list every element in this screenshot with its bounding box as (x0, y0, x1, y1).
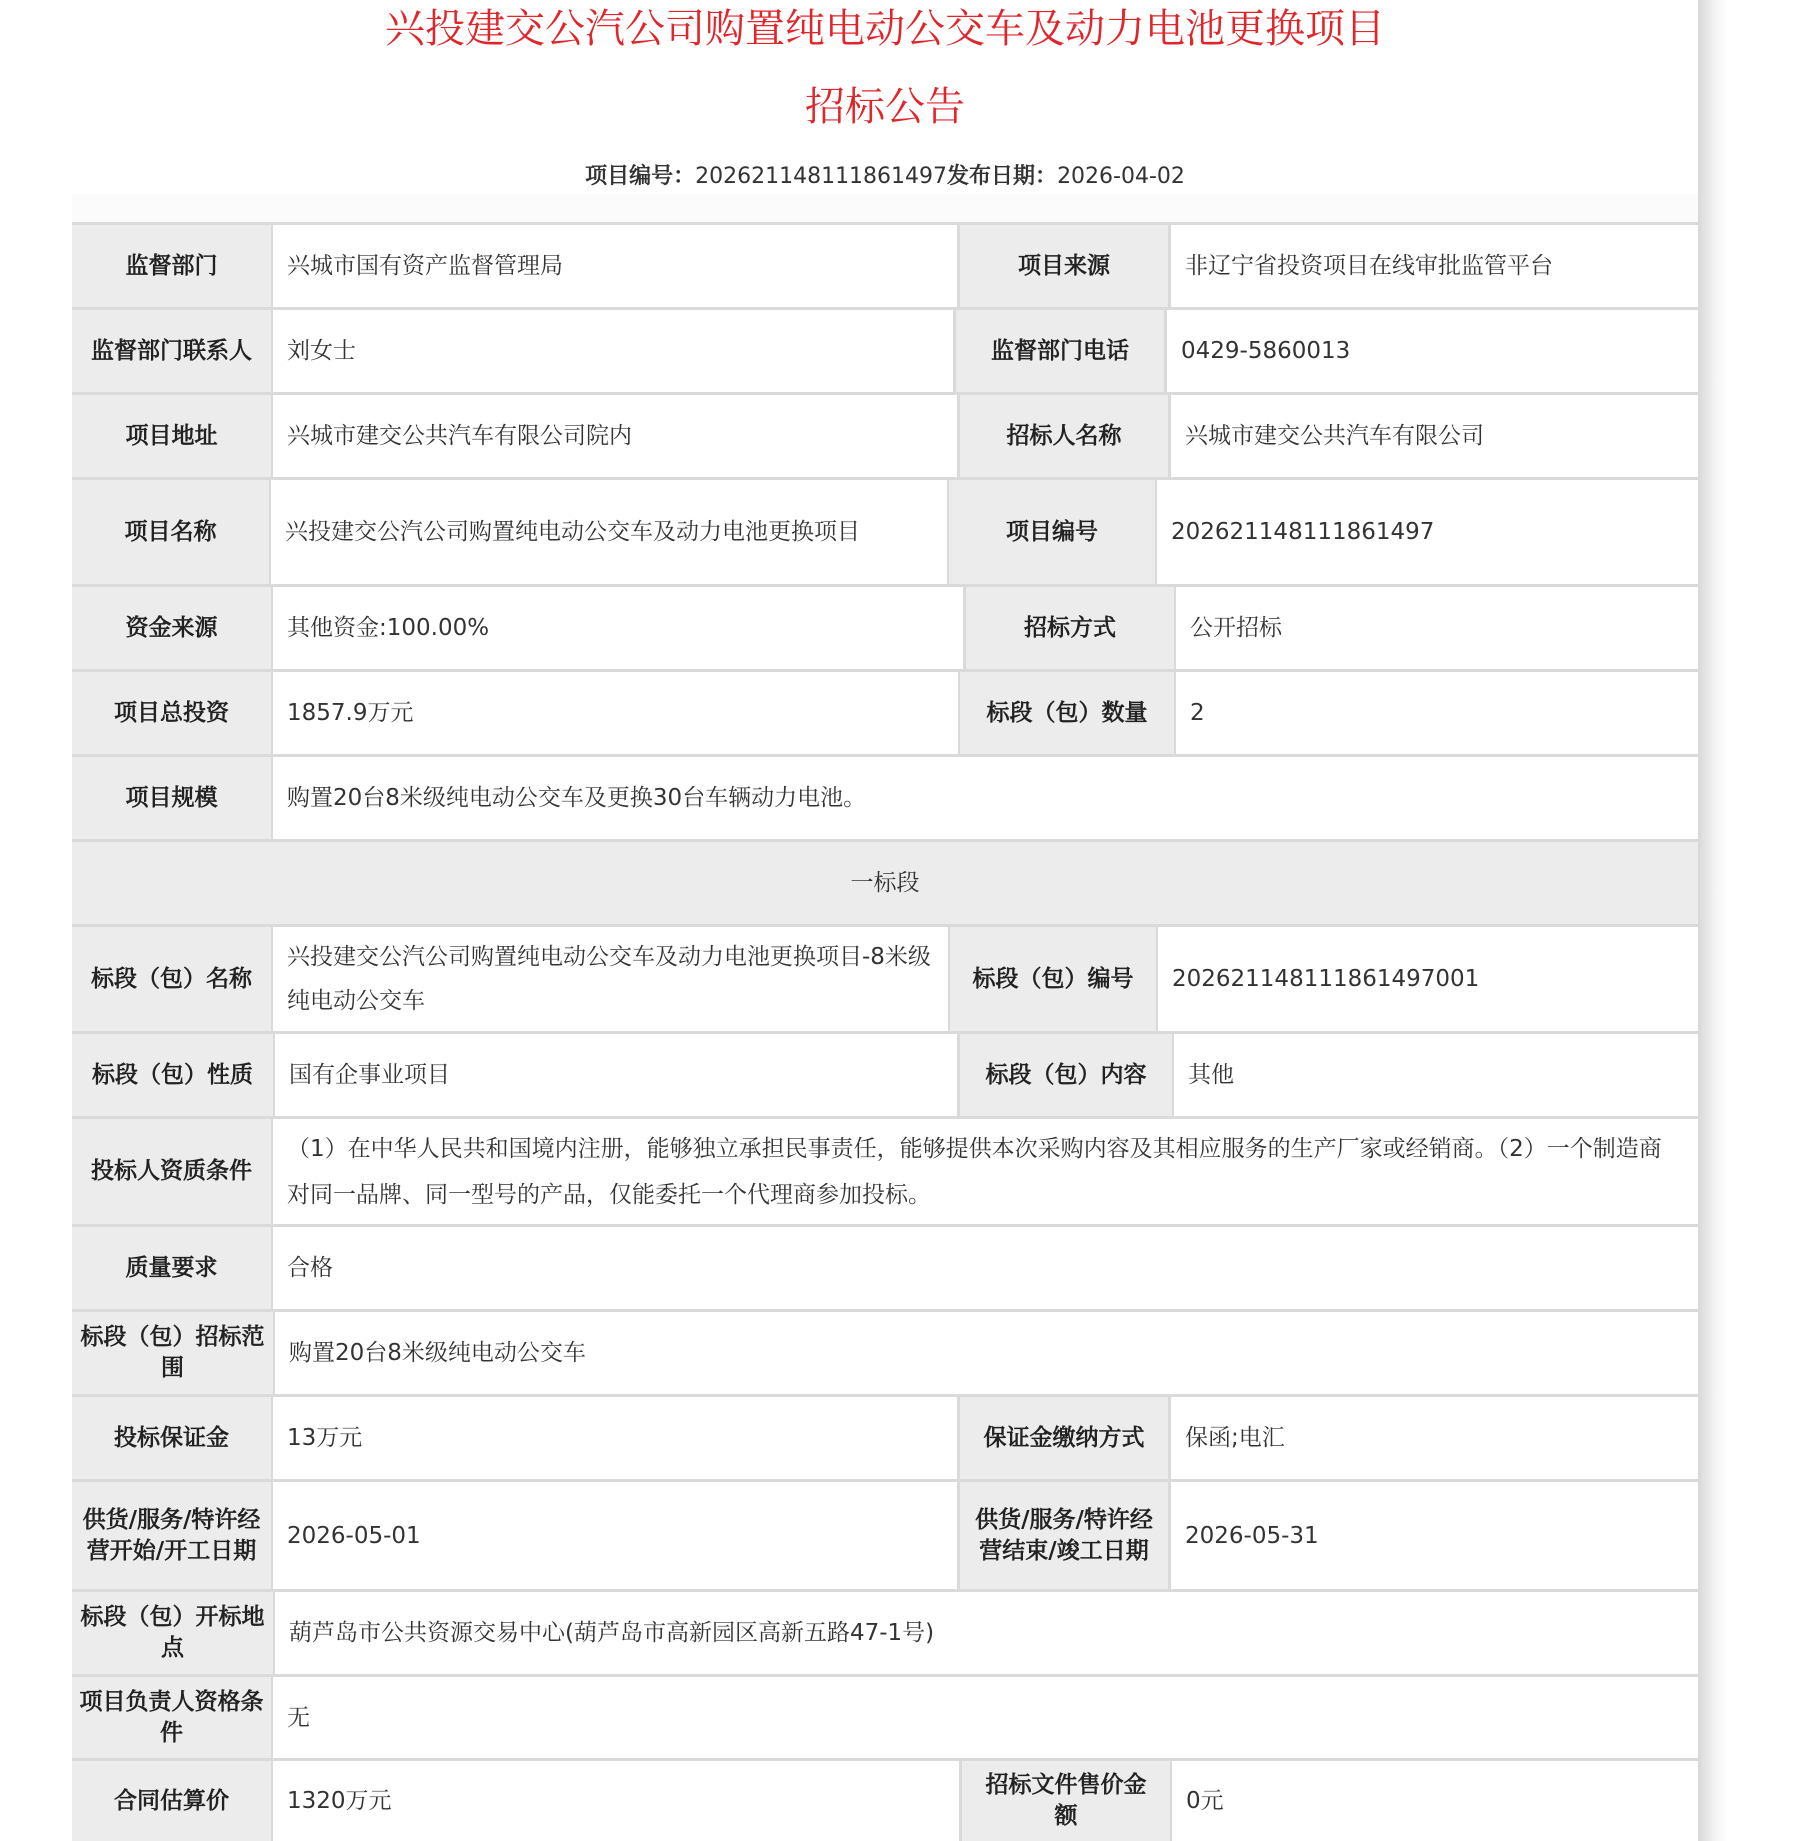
cell-label: 标段（包）招标范围 (72, 1312, 273, 1394)
cell-label: 招标文件售价金额 (962, 1761, 1170, 1841)
page-title: 兴投建交公汽公司购置纯电动公交车及动力电池更换项目 (385, 6, 1385, 52)
cell-label: 供货/服务/特许经营开始/开工日期 (72, 1482, 271, 1589)
cell-value: 合格 (273, 1227, 1698, 1309)
cell-value: 兴投建交公汽公司购置纯电动公交车及动力电池更换项目 (271, 480, 947, 584)
cell-value: 国有企事业项目 (275, 1034, 957, 1116)
cell-label: 项目总投资 (72, 672, 271, 754)
cell-label: 标段（包）数量 (960, 672, 1174, 754)
table-row (72, 307, 1698, 392)
cell-label: 项目负责人资格条件 (72, 1677, 271, 1758)
table-row (72, 669, 1698, 754)
publish-date-value: 2026-04-02 (1057, 164, 1185, 189)
cell-label: 标段（包）内容 (960, 1034, 1172, 1116)
table-row (72, 1674, 1698, 1758)
cell-label: 招标人名称 (960, 395, 1168, 477)
cell-label: 项目来源 (960, 225, 1168, 307)
cell-value: 兴城市国有资产监督管理局 (273, 225, 957, 307)
cell-label: 监督部门 (72, 225, 271, 307)
cell-label: 项目地址 (72, 395, 271, 477)
cell-label: 标段（包）编号 (950, 927, 1156, 1031)
project-no-value: 202621148111861497 (695, 164, 948, 189)
cell-value: 其他 (1174, 1034, 1698, 1116)
cell-label: 招标方式 (966, 587, 1174, 669)
table-row (72, 222, 1698, 307)
cell-label: 供货/服务/特许经营结束/竣工日期 (960, 1482, 1168, 1589)
table-row (72, 477, 1698, 584)
info-table (72, 222, 1698, 1841)
cell-label: 项目名称 (72, 480, 269, 584)
page-subtitle: 招标公告 (805, 84, 965, 130)
cell-value: 0元 (1172, 1761, 1698, 1841)
table-row (72, 1309, 1698, 1394)
cell-value: 202621148111861497001 (1158, 927, 1698, 1031)
cell-value: 0429-5860013 (1167, 310, 1698, 392)
announcement-page (72, 0, 1698, 1841)
publish-date-label: 发布日期： (947, 164, 1058, 189)
cell-value: （1）在中华人民共和国境内注册，能够独立承担民事责任，能够提供本次采购内容及其相应服务的生产厂家或经销商。（2）一个制造商对同一品牌、同一型号的产品，仅能委托一个代理商参加投标。 (273, 1119, 1698, 1224)
cell-value: 兴投建交公汽公司购置纯电动公交车及动力电池更换项目-8米级纯电动公交车 (273, 927, 948, 1031)
meta-line (72, 160, 1698, 194)
cell-value: 202621148111861497 (1157, 480, 1698, 584)
meta-divider (72, 194, 1698, 222)
cell-label: 投标人资质条件 (72, 1119, 271, 1224)
page-shadow (1698, 0, 1728, 1841)
cell-value: 2 (1176, 672, 1698, 754)
cell-label: 项目规模 (72, 757, 271, 839)
cell-value: 1857.9万元 (273, 672, 958, 754)
cell-value: 购置20台8米级纯电动公交车 (275, 1312, 1698, 1394)
cell-value: 兴城市建交公共汽车有限公司 (1171, 395, 1698, 477)
cell-label: 项目编号 (949, 480, 1155, 584)
cell-label: 质量要求 (72, 1227, 271, 1309)
table-row (72, 584, 1698, 669)
cell-value: 无 (273, 1677, 1698, 1758)
cell-value: 13万元 (273, 1397, 957, 1479)
cell-label: 标段（包）开标地点 (72, 1592, 273, 1674)
cell-label: 资金来源 (72, 587, 271, 669)
table-row (72, 1758, 1698, 1841)
table-row (72, 1116, 1698, 1224)
cell-value: 其他资金:100.00% (273, 587, 963, 669)
table-row (72, 1224, 1698, 1309)
cell-label: 合同估算价 (72, 1761, 271, 1841)
cell-value: 2026-05-31 (1171, 1482, 1698, 1589)
cell-label: 标段（包）名称 (72, 927, 271, 1031)
cell-value: 公开招标 (1176, 587, 1698, 669)
table-row (72, 1589, 1698, 1674)
table-row (72, 839, 1698, 924)
cell-label: 保证金缴纳方式 (960, 1397, 1168, 1479)
table-row (72, 924, 1698, 1031)
cell-value: 葫芦岛市公共资源交易中心(葫芦岛市高新园区高新五路47-1号) (275, 1592, 1698, 1674)
cell-label: 监督部门联系人 (72, 310, 271, 392)
table-row (72, 1394, 1698, 1479)
table-row (72, 392, 1698, 477)
table-row (72, 1479, 1698, 1589)
section-heading: 一标段 (72, 842, 1698, 924)
cell-label: 投标保证金 (72, 1397, 271, 1479)
scroll-area (1728, 0, 1794, 1841)
table-row (72, 1031, 1698, 1116)
cell-value: 非辽宁省投资项目在线审批监管平台 (1171, 225, 1698, 307)
cell-value: 购置20台8米级纯电动公交车及更换30台车辆动力电池。 (273, 757, 1698, 839)
cell-value: 保函;电汇 (1171, 1397, 1698, 1479)
cell-value: 刘女士 (273, 310, 953, 392)
cell-label: 标段（包）性质 (72, 1034, 273, 1116)
cell-value: 1320万元 (273, 1761, 959, 1841)
project-no-label: 项目编号： (585, 164, 696, 189)
cell-label: 监督部门电话 (956, 310, 1164, 392)
cell-value: 2026-05-01 (273, 1482, 957, 1589)
cell-value: 兴城市建交公共汽车有限公司院内 (273, 395, 957, 477)
table-row (72, 754, 1698, 839)
